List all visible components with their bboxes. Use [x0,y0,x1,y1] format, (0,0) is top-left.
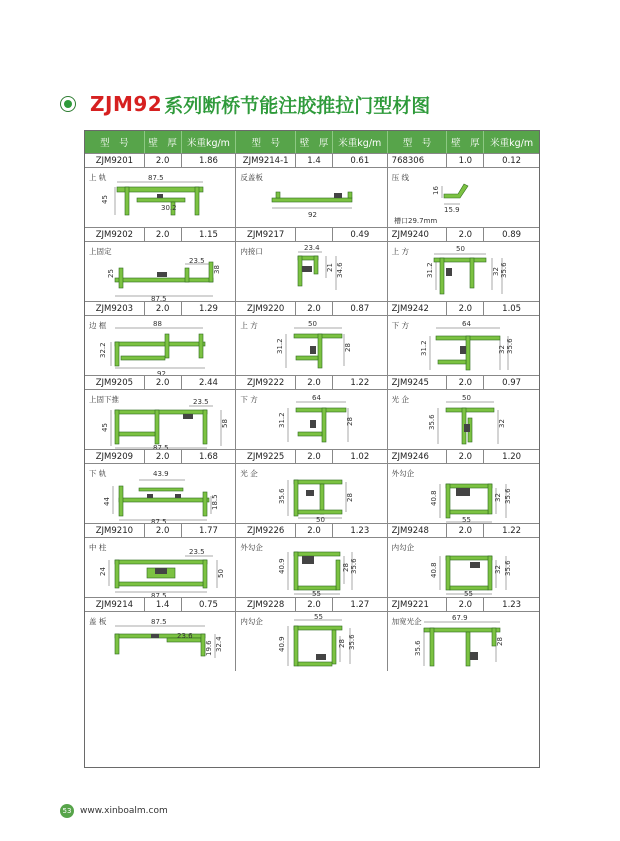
website-url: www.xinboalm.com [80,806,168,816]
dimension-label: 88 [153,320,162,328]
profile-drawing [236,316,387,375]
dimension-label: 87.5 [151,295,167,301]
spec-row [85,597,539,612]
profile-drawing [236,464,387,523]
profile-name: 上固定 [89,247,112,256]
wall-thickness: 2.0 [447,376,484,389]
dimension-label: 87.5 [151,518,167,523]
header-model: 型 号 [236,131,296,153]
dimension-label: 24 [99,567,107,576]
dimension-label: 87.5 [153,444,169,449]
wall-thickness: 2.0 [296,450,333,463]
profile-drawing [85,316,236,375]
dimension-label: 87.5 [151,618,167,626]
profile-drawing [388,168,539,227]
meter-weight: 1.20 [502,451,522,462]
drawing-row [85,612,539,671]
dimension-label: 50 [308,320,318,328]
model-number: ZJM9214-1 [236,154,296,167]
dimension-label: 50 [461,394,471,402]
drawing-row [85,464,539,523]
meter-weight: 0.89 [502,229,522,240]
profile-name: 上 方 [391,247,410,256]
profile-name: 内勾企 [391,543,415,552]
dimension-label: 40.8 [429,490,438,506]
dimension-label: 23.4 [304,244,320,252]
dimension-label: 槽口29.7mm [393,217,437,225]
spec-row [85,227,539,242]
profile-name: 压 线 [391,173,410,182]
dimension-label: 92 [308,211,318,219]
dimension-label: 38 [213,265,221,274]
profile-drawing [85,242,236,301]
header-model: 型 号 [85,131,145,153]
meter-weight: 1.22 [333,376,388,389]
dimension-label: 55 [461,516,471,523]
profile-name: 下 方 [240,395,258,404]
profile-name: 反盖板 [240,173,263,182]
meter-weight: 1.68 [182,450,237,463]
dimension-label: 55 [314,613,324,621]
wall-thickness: 2.0 [145,302,182,315]
profile-drawing [85,612,236,671]
header-weight: 米重kg/m [333,131,388,153]
profile-name: 上固下推 [89,395,119,404]
dimension-label: 35.6 [427,414,436,430]
dimension-label: 40.9 [278,636,287,652]
profile-drawing [388,242,539,301]
dimension-label: 25 [107,269,115,278]
model-number: ZJM9214 [85,598,145,611]
dimension-label: 16 [431,186,440,195]
meter-weight: 0.87 [333,302,388,315]
dimension-label: 32 [491,267,500,276]
dimension-label: 21 [326,263,335,272]
profile-drawing [85,390,236,449]
dimension-label: 28 [342,563,351,572]
dimension-label: 31.2 [419,340,428,356]
profile-name: 光 企 [391,395,410,404]
meter-weight: 0.97 [502,377,522,388]
model-number: ZJM9221 [388,598,448,611]
profile-drawing [236,168,387,227]
drawing-row [85,168,539,227]
profile-cell [236,538,387,597]
dimension-label: 34.6 [336,262,345,278]
profile-cell [85,612,236,671]
dimension-label: 32.4 [215,636,223,652]
profile-catalog-table [84,130,540,768]
profile-drawing [236,538,387,597]
meter-weight: 0.49 [333,228,388,241]
profile-drawing [85,464,236,523]
profile-cell [85,464,236,523]
profile-cell [388,316,539,375]
dimension-label: 43.9 [153,470,169,478]
dimension-label: 45 [101,423,109,432]
wall-thickness: 2.0 [447,228,484,241]
header-thickness: 壁 厚 [447,131,484,153]
header-model: 型 号 [388,131,448,153]
drawing-row [85,316,539,375]
header-thickness: 壁 厚 [145,131,182,153]
dimension-label: 35.6 [499,262,508,278]
profile-cell [85,538,236,597]
dimension-label: 67.9 [451,614,468,622]
model-number: ZJM9226 [236,524,296,537]
profile-cell [85,242,236,301]
wall-thickness: 1.0 [447,154,484,167]
page-footer [60,804,168,818]
model-number: ZJM9209 [85,450,145,463]
meter-weight: 0.61 [333,154,388,167]
wall-thickness: 2.0 [447,450,484,463]
model-number: ZJM9202 [85,228,145,241]
profile-name: 内勾企 [240,617,263,626]
profile-cell [85,390,236,449]
dimension-label: 64 [461,320,471,328]
spec-row [85,375,539,390]
dimension-label: 19.6 [205,640,213,656]
spec-row [85,449,539,464]
meter-weight: 2.44 [182,376,237,389]
meter-weight: 1.15 [182,228,237,241]
model-number: ZJM9228 [236,598,296,611]
page-heading [60,92,430,116]
spec-row [85,301,539,316]
dimension-label: 40.8 [429,562,438,578]
profile-cell [388,538,539,597]
dimension-label: 31.2 [276,338,285,354]
wall-thickness: 2.0 [296,598,333,611]
profile-name: 光 企 [240,469,258,478]
profile-drawing [388,464,539,523]
profile-cell [85,316,236,375]
dimension-label: 31.2 [278,412,287,428]
dimension-label: 31.2 [425,262,434,278]
profile-cell [236,168,387,227]
model-number: ZJM9210 [85,524,145,537]
dimension-label: 32 [493,493,502,502]
dimension-label: 35.6 [413,640,422,656]
profile-drawing [85,538,236,597]
page-number: 53 [60,804,74,818]
dimension-label: 32 [493,565,502,574]
dimension-label: 23.5 [193,398,209,406]
header-weight: 米重kg/m [182,131,237,153]
profile-name: 中 柱 [89,543,107,552]
model-number: ZJM9201 [85,154,145,167]
meter-weight: 1.77 [182,524,237,537]
wall-thickness [296,228,333,241]
wall-thickness: 2.0 [145,524,182,537]
meter-weight: 0.12 [502,155,522,166]
dimension-label: 35.6 [503,560,512,576]
profile-cell [236,612,387,671]
profile-cell [236,464,387,523]
dimension-label: 18.5 [211,494,219,510]
profile-cell [236,242,387,301]
dimension-label: 35.6 [278,488,287,504]
meter-weight: 0.75 [182,598,237,611]
model-number: ZJM9242 [388,302,448,315]
profile-drawing [236,612,387,671]
profile-drawing [236,242,387,301]
meter-weight: 1.22 [502,525,522,536]
dimension-label: 32 [497,419,506,428]
dimension-label: 23.6 [177,632,193,640]
profile-drawing [388,538,539,597]
profile-cell [85,168,236,227]
model-number: ZJM9205 [85,376,145,389]
profile-cell [388,464,539,523]
model-number: 768306 [388,154,448,167]
profile-cell [236,316,387,375]
profile-drawing [388,612,539,671]
dimension-label: 87.5 [148,174,164,182]
wall-thickness: 2.0 [145,154,182,167]
dimension-label: 32 [497,345,506,354]
dimension-label: 50 [217,569,225,578]
wall-thickness: 2.0 [145,450,182,463]
dimension-label: 58 [221,419,229,428]
wall-thickness: 2.0 [296,302,333,315]
wall-thickness: 2.0 [296,376,333,389]
dimension-label: 45 [101,195,109,204]
header-thickness: 壁 厚 [296,131,333,153]
dimension-label: 50 [455,245,465,253]
profile-cell [388,168,539,227]
profile-name: 下 方 [391,321,410,330]
model-number: ZJM9203 [85,302,145,315]
model-number: ZJM9225 [236,450,296,463]
dimension-label: 92 [157,370,166,375]
dimension-label: 55 [463,590,473,597]
profile-drawing [388,390,539,449]
series-title: 系列断桥节能注胶推拉门型材图 [164,94,431,117]
bullet-icon [60,96,76,112]
meter-weight: 1.29 [182,302,237,315]
dimension-label: 28 [346,493,355,502]
model-number: ZJM9220 [236,302,296,315]
dimension-label: 30.2 [161,204,177,212]
meter-weight: 1.27 [333,598,388,611]
dimension-label: 40.9 [278,558,287,574]
spec-row [85,153,539,168]
profile-drawing [85,168,236,227]
wall-thickness: 2.0 [145,228,182,241]
drawing-row [85,390,539,449]
meter-weight: 1.02 [333,450,388,463]
model-number: ZJM9246 [388,450,448,463]
dimension-label: 32.2 [99,342,107,358]
meter-weight: 1.05 [502,303,522,314]
dimension-label: 35.6 [348,634,357,650]
wall-thickness: 2.0 [447,598,484,611]
profile-cell [236,390,387,449]
dimension-label: 23.5 [189,257,205,265]
wall-thickness: 2.0 [447,302,484,315]
series-model: ZJM92 [90,92,163,116]
model-number: ZJM9248 [388,524,448,537]
dimension-label: 28 [495,637,504,646]
dimension-label: 87.5 [151,592,167,597]
model-number: ZJM9240 [388,228,448,241]
dimension-label: 44 [103,497,111,506]
profile-drawing [388,316,539,375]
model-number: ZJM9217 [236,228,296,241]
dimension-label: 28 [344,343,353,352]
profile-name: 盖 板 [89,617,107,626]
wall-thickness: 1.4 [145,598,182,611]
dimension-label: 64 [312,394,322,402]
meter-weight: 1.86 [182,154,237,167]
dimension-label: 35.6 [350,558,359,574]
profile-cell [388,612,539,671]
dimension-label: 15.9 [443,206,460,214]
profile-name: 下 轨 [89,469,107,478]
dimension-label: 28 [346,417,355,426]
dimension-label: 35.6 [503,488,512,504]
profile-name: 外勾企 [391,469,415,478]
dimension-label: 50 [316,516,326,523]
profile-name: 加宽光企 [391,617,422,626]
model-number: ZJM9245 [388,376,448,389]
profile-name: 上 方 [240,321,258,330]
table-header [85,131,539,153]
profile-drawing [236,390,387,449]
model-number: ZJM9222 [236,376,296,389]
profile-name: 内接口 [240,247,263,256]
wall-thickness: 2.0 [296,524,333,537]
dimension-label: 55 [312,590,322,597]
wall-thickness: 2.0 [447,524,484,537]
header-weight: 米重kg/m [490,138,534,149]
dimension-label: 35.6 [505,338,514,354]
dimension-label: 28 [338,639,347,648]
profile-cell [388,242,539,301]
dimension-label: 23.5 [189,548,205,556]
wall-thickness: 2.0 [145,376,182,389]
meter-weight: 1.23 [333,524,388,537]
profile-cell [388,390,539,449]
drawing-row [85,242,539,301]
spec-row [85,523,539,538]
wall-thickness: 1.4 [296,154,333,167]
profile-name: 边 框 [89,321,107,330]
meter-weight: 1.23 [502,599,522,610]
drawing-row [85,538,539,597]
profile-name: 上 轨 [89,173,107,182]
profile-name: 外勾企 [240,543,263,552]
